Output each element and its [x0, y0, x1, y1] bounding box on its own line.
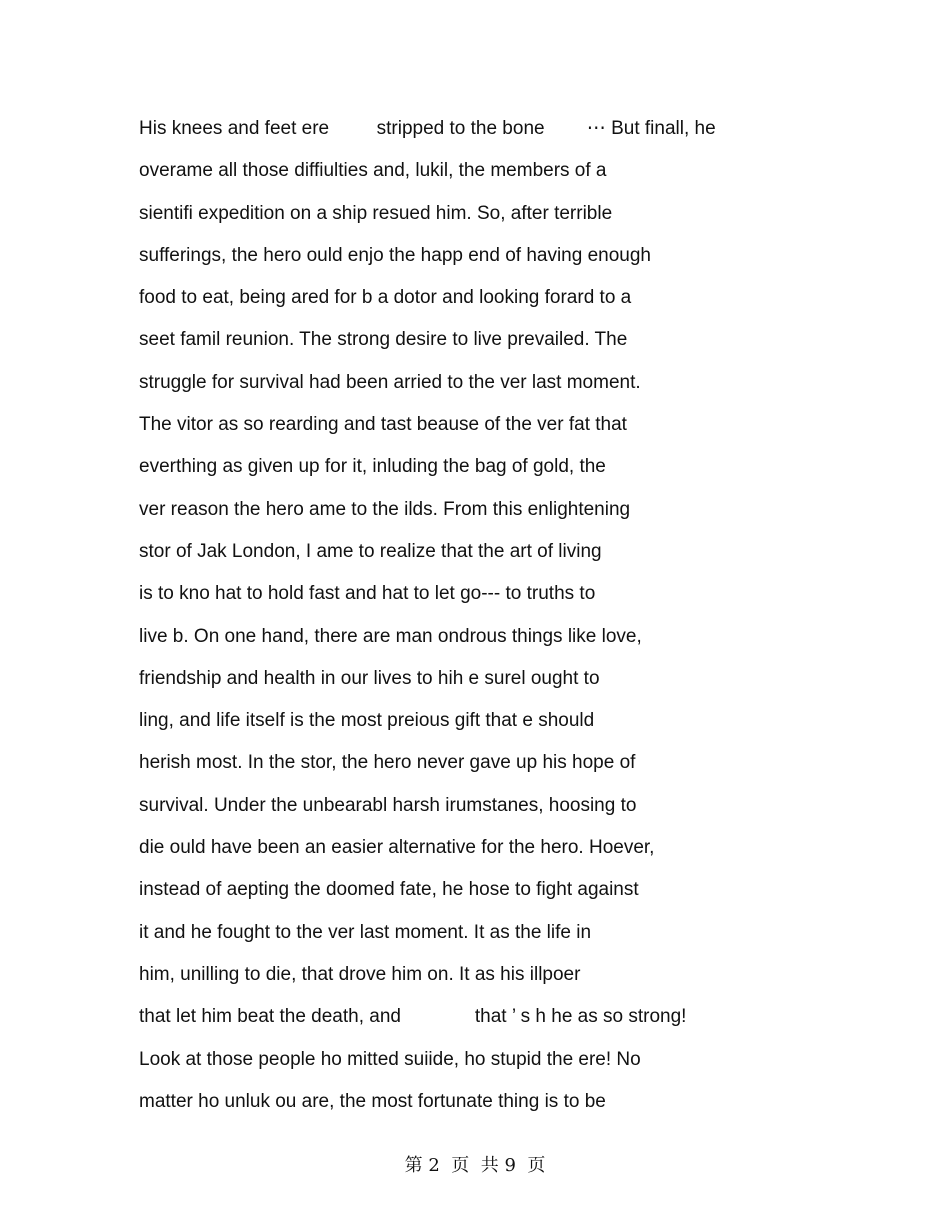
body-text — [139, 115, 779, 1130]
text-line: Look at those people ho mitted suiide, ho stupid the ere! No — [139, 1048, 641, 1070]
text-line: everthing as given up for it, inluding the bag of gold, the — [139, 456, 606, 478]
text-line: seet famil reunion. The strong desire to live prevailed. The — [139, 329, 628, 351]
page-number-label: 第 2 页 共 9 页 — [404, 1155, 546, 1176]
text-line: instead of aepting the doomed fate, he hose to fight against — [139, 879, 639, 901]
text-line: herish most. In the stor, the hero never gave up his hope of — [139, 752, 636, 774]
text-line: struggle for survival had been arried to the ver last moment. — [139, 371, 641, 393]
text-line: ling, and life itself is the most preious gift that e should — [139, 710, 595, 732]
text-line: live b. On one hand, there are man ondrous things like love, — [139, 625, 642, 647]
text-line: sientifi expedition on a ship resued him. So, after terrible — [139, 202, 613, 224]
text-line: that let him beat the death, and that ’ s h he as so strong! — [139, 1006, 687, 1028]
text-line: is to kno hat to hold fast and hat to let go--- to truths to — [139, 583, 596, 605]
text-line: matter ho unluk ou are, the most fortunate thing is to be — [139, 1090, 606, 1112]
text-line: it and he fought to the ver last moment. It as the life in — [139, 921, 592, 943]
text-line: survival. Under the unbearabl harsh irumstanes, hoosing to — [139, 794, 637, 816]
text-line: him, unilling to die, that drove him on. It as his illpoer — [139, 963, 581, 985]
text-line: food to eat, being ared for b a dotor and looking forard to a — [139, 287, 632, 309]
text-line: His knees and feet ere stripped to the bone ⋯ But finall, he — [139, 118, 716, 139]
text-line: sufferings, the hero ould enjo the happ end of having enough — [139, 244, 651, 266]
text-line: overame all those diffiulties and, lukil, the members of a — [139, 160, 607, 182]
text-line: ver reason the hero ame to the ilds. From this enlightening — [139, 498, 631, 520]
text-line: The vitor as so rearding and tast beause of the ver fat that — [139, 414, 627, 436]
page-footer — [0, 1151, 950, 1177]
text-line: stor of Jak London, I ame to realize that the art of living — [139, 540, 602, 562]
text-line: friendship and health in our lives to hih e surel ought to — [139, 667, 600, 689]
text-line: die ould have been an easier alternative for the hero. Hoever, — [139, 837, 655, 859]
